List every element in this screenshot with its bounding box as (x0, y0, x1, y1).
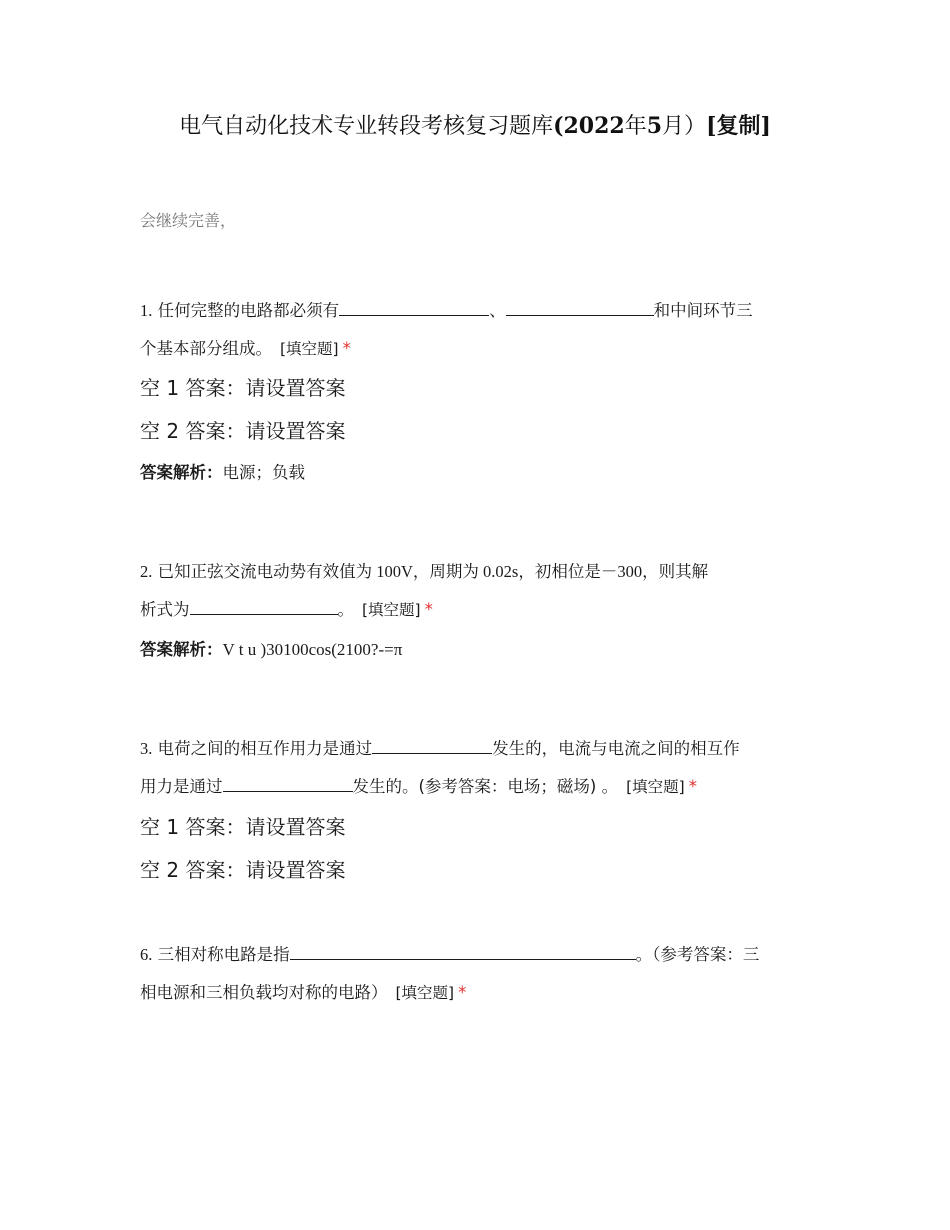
title-text: 电气自动化技术专业转段考核复习题库 (179, 114, 554, 139)
question-text: 。 (337, 600, 354, 619)
question-text: 用力是通过 (140, 777, 223, 796)
explanation-text: V t u )30100cos(2100?-=π (222, 640, 403, 659)
question-text: 相电源和三相负载均对称的电路） (140, 983, 388, 1002)
answer-blank-1[interactable]: 空 1 答案：请设置答案 (140, 376, 346, 400)
question-text: 。（参考答案：三 (635, 945, 760, 964)
question-6 (140, 936, 812, 1012)
question-type-tag: [填空题] (280, 340, 339, 358)
question-3 (140, 730, 812, 806)
explanation-text: 电源；负载 (222, 463, 305, 482)
question-type-tag: [填空题] (626, 778, 685, 796)
separator: 、 (489, 301, 506, 320)
explanation-label: 答案解析： (140, 640, 223, 659)
answer-explanation (140, 636, 402, 664)
fill-blank-1[interactable] (339, 299, 489, 316)
question-text: 发生的。(参考答案：电场；磁场) 。 (352, 777, 619, 796)
answer-blank-2[interactable]: 空 2 答案：请设置答案 (140, 419, 346, 443)
question-2 (140, 553, 812, 629)
required-star: * (342, 339, 351, 358)
question-number: 1. (140, 301, 153, 320)
question-number: 2. (140, 562, 153, 581)
question-type-tag: [填空题] (395, 984, 455, 1002)
required-star: * (424, 600, 433, 619)
question-number: 3. (140, 739, 153, 758)
value-phase: －300 (600, 562, 643, 581)
required-star: * (458, 983, 467, 1002)
value-emf: 100V (372, 562, 413, 581)
question-text: ，初相位是 (518, 562, 601, 581)
question-text: ，则其解 (642, 562, 709, 581)
intro-text: 会继续完善， (140, 211, 237, 230)
value-period: 0.02s (478, 562, 519, 581)
question-number: 6. (140, 945, 153, 964)
fill-blank-1[interactable] (190, 598, 338, 615)
title-month-unit: 月） (662, 114, 707, 139)
question-1 (140, 292, 812, 368)
question-text: 电荷之间的相互作用力是通过 (157, 739, 373, 758)
answer-blank-2[interactable]: 空 2 答案：请设置答案 (140, 858, 346, 882)
question-text: ，周期为 (412, 562, 479, 581)
copy-tag[interactable]: [复制] (706, 113, 771, 139)
fill-blank-1[interactable] (290, 943, 636, 960)
title-month: 5 (646, 113, 663, 139)
fill-blank-1[interactable] (372, 737, 492, 754)
fill-blank-2[interactable] (223, 775, 353, 792)
title-year: (2022 (553, 113, 625, 139)
question-text: 析式为 (140, 600, 190, 619)
page-title (0, 110, 950, 143)
title-year-unit: 年 (624, 114, 647, 139)
question-text: 三相对称电路是指 (157, 945, 290, 964)
fill-blank-2[interactable] (506, 299, 654, 316)
answer-blank-1[interactable]: 空 1 答案：请设置答案 (140, 815, 346, 839)
required-star: * (688, 777, 697, 796)
question-text: 个基本部分组成。 (140, 339, 272, 358)
question-type-tag: [填空题] (362, 601, 421, 619)
question-text: 已知正弦交流电动势有效值为 (157, 562, 373, 581)
question-text: 发生的，电流与电流之间的相互作 (492, 739, 740, 758)
explanation-label: 答案解析： (140, 463, 223, 482)
answer-explanation (140, 459, 305, 487)
question-text: 和中间环节三 (653, 301, 753, 320)
question-text: 任何完整的电路都必须有 (157, 301, 340, 320)
